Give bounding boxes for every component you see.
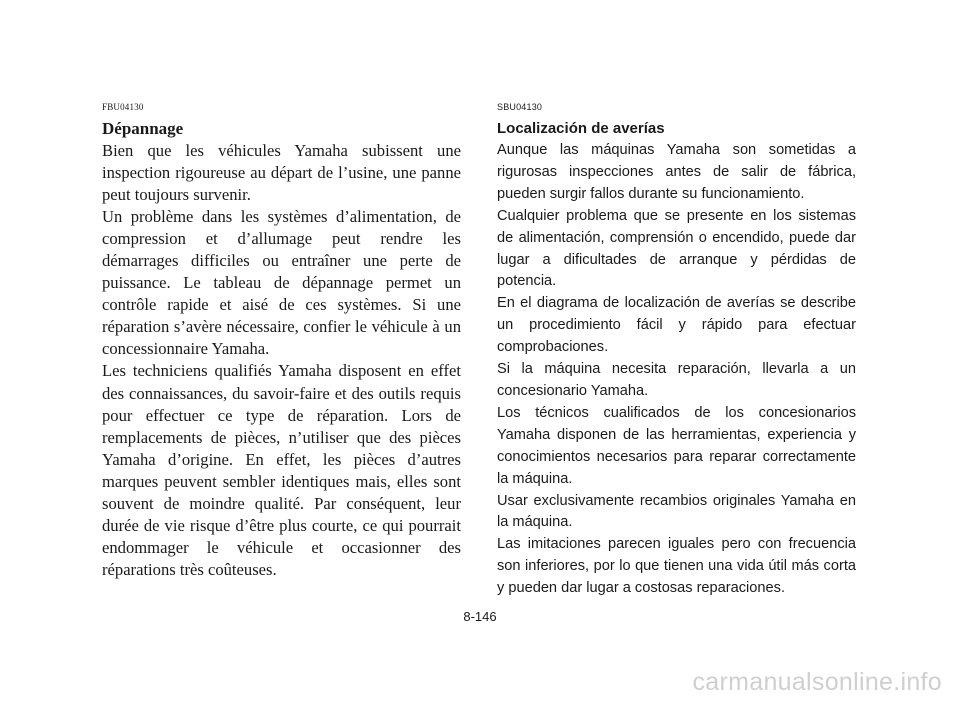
paragraph: Usar exclusivamente recambios originales Yamaha en la máquina. [497, 492, 856, 531]
paragraph: Cualquier problema que se presente en los sistemas de alimentación, comprensión o encendido, puede dar lugar a dificultades de arranque y pérdidas de potencia. [497, 207, 856, 290]
section-heading: Localización de averías [497, 120, 665, 137]
section-code: SBU04130 [497, 102, 543, 112]
paragraph: Bien que les véhicules Yamaha subissent une inspection rigoureuse au départ de l’usine, une panne peut toujours survenir. [102, 141, 461, 205]
watermark: carmanualsonline.info [692, 668, 942, 696]
paragraph: Si la máquina necesita reparación, llevarla a un concesionario Yamaha. [497, 361, 856, 399]
section-code: FBU04130 [102, 102, 144, 112]
paragraph: Les techniciens qualifiés Yamaha disposent en effet des connaissances, du savoir-faire et des outils requis pour effectuer ce type de réparation. Lors de remplacements de pièces, n’utiliser que des pièces Yamaha d’origine. En effet, les pièces d’autres marques peuvent sembler identiques mais, elles sont souvent de moindre qualité. Par conséquent, leur durée de vie risque d’être plus courte, ce qui pourrait endommager le véhicule et occasionner des réparations très coûteuses. [102, 361, 461, 579]
paragraph: Aunque las máquinas Yamaha son sometidas a rigurosas inspecciones antes de salir de fábrica, pueden surgir fallos durante su funcionamiento. [497, 142, 856, 202]
paragraph: En el diagrama de localización de averías se describe un procedimiento fácil y rápido para efectuar comprobaciones. [497, 295, 856, 356]
paragraph: Un problème dans les systèmes d’alimentation, de compression et d’allumage peut rendre les démarrages difficiles ou entraîner une perte de puissance. Le tableau de dépannage permet un contrôle rapide et aisé de ces systèmes. Si une réparation s’avère nécessaire, confier le véhicule à un concessionnaire Yamaha. [102, 207, 461, 359]
section-heading: Dépannage [102, 119, 184, 138]
page-number: 8-146 [463, 609, 497, 624]
paragraph: Las imitaciones parecen iguales pero con frecuencia son inferiores, por lo que tienen una vida útil más corta y pueden dar lugar a costosas reparaciones. [497, 536, 856, 597]
paragraph: Los técnicos cualificados de los concesionarios Yamaha disponen de las herramientas, experiencia y conocimientos necesarios para reparar correctamente la máquina. [497, 404, 856, 487]
spanish-section [497, 102, 856, 600]
french-section [102, 102, 461, 581]
